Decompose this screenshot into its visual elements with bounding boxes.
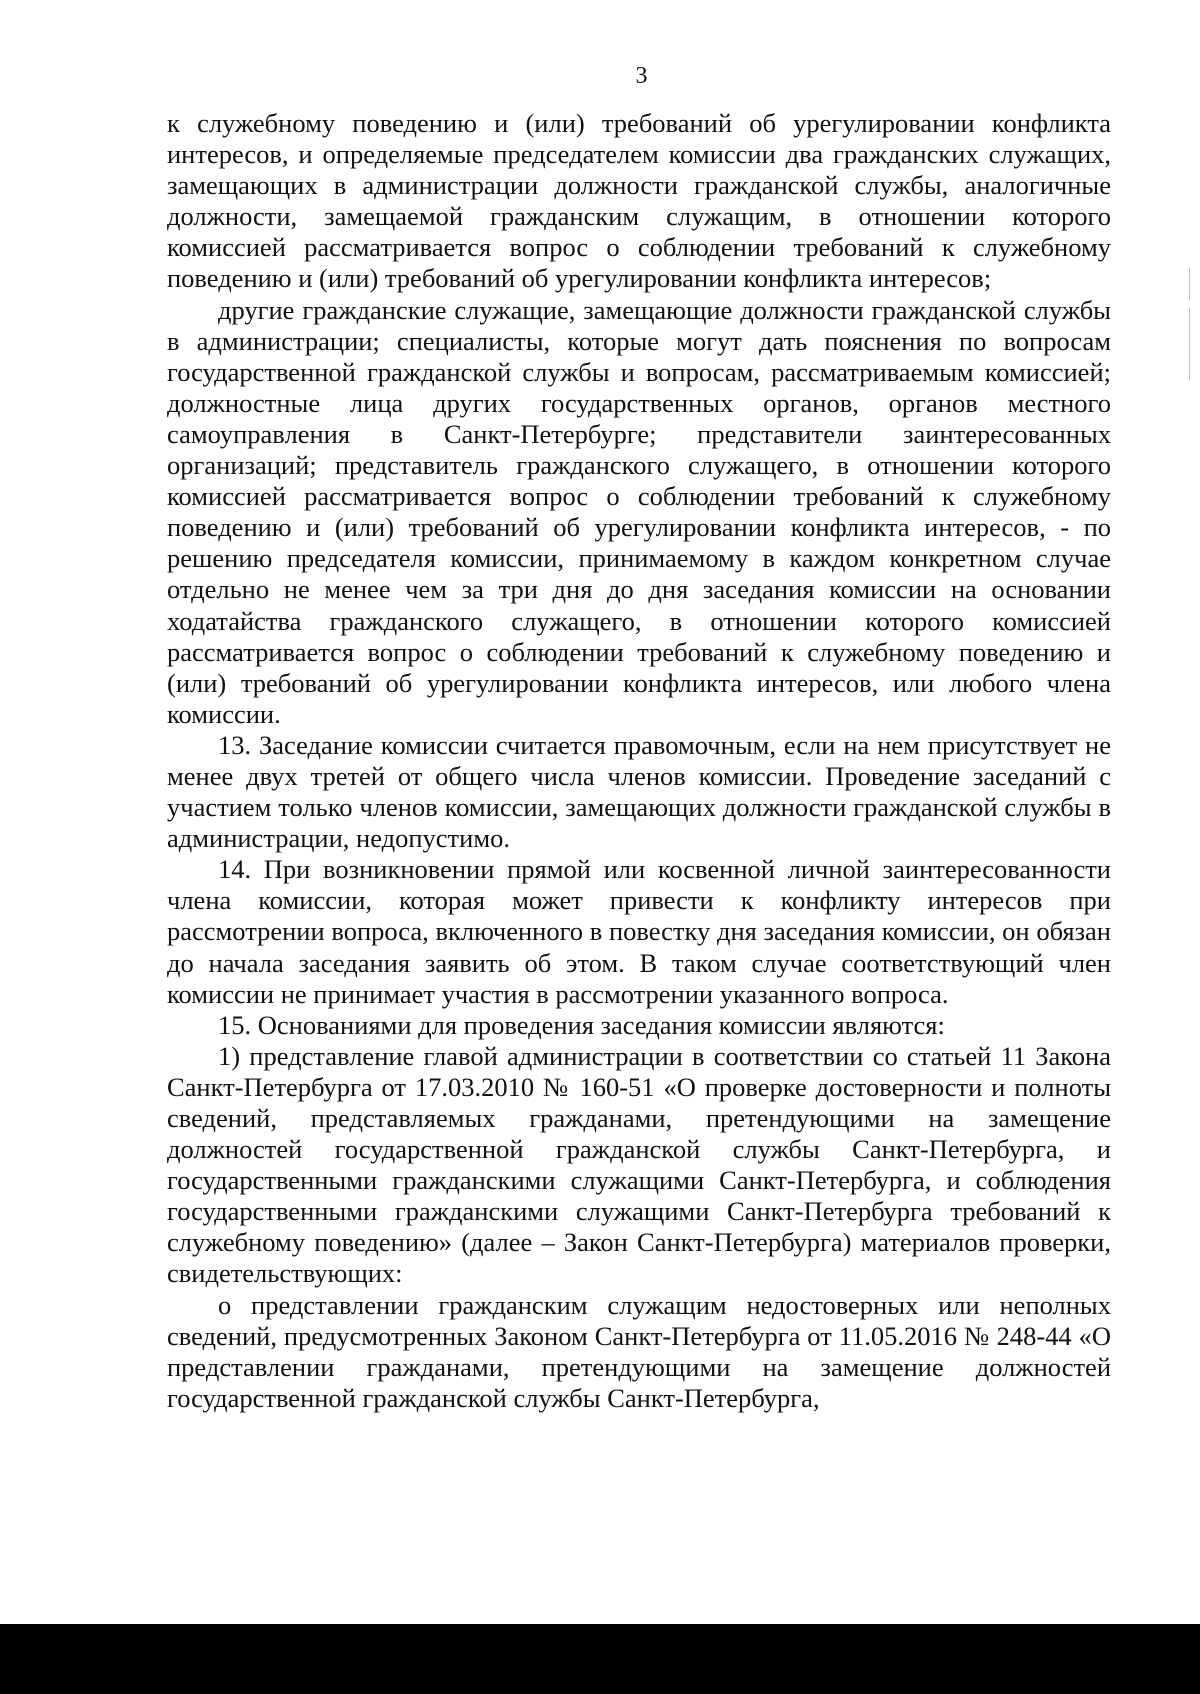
paragraph-item-15: 15. Основаниями для проведения заседания комиссии являются: <box>218 1009 945 1040</box>
paragraph-false-information: о представлении гражданским служащим недостоверных или неполных сведений, предусмотренных Законом Санкт-Петербурга от 11.05.2016 № 248-44 «О представлении гражданами, претендующими на замещение должностей государственной гражданской службы Санкт-Петербурга, <box>167 1289 1111 1413</box>
paragraph-item-14: 14. При возникновении прямой или косвенной личной заинтересованности члена комиссии, которая может привести к конфликту интересов при рассмотрении вопроса, включенного в повестку дня заседания комиссии, он обязан до начала заседания заявить об этом. В таком случае соответствующий член комиссии не принимает участия в рассмотрении указанного вопроса. <box>167 854 1111 1009</box>
page-number: 3 <box>635 63 648 89</box>
paragraph-other-participants: другие гражданские служащие, замещающие должности гражданской службы в администрации; специалисты, которые могут дать пояснения по вопросам государственной гражданской службы и вопросам, рассматриваемым комиссией; должностные лица других государственных органов, органов местного самоуправления в Санкт-Петербурге; представители заинтересованных организаций; представитель гражданского служащего, в отношении которого комиссией рассматривается вопрос о соблюдении требований к служебному поведению и (или) требований об урегулировании конфликта интересов, - по решению председателя комиссии, принимаемому в каждом конкретном случае отдельно не менее чем за три дня до дня заседания комиссии на основании ходатайства гражданского служащего, в отношении которого комиссией рассматривается вопрос о соблюдении требований к служебному поведению и (или) требований об урегулировании конфликта интересов, или любого члена комиссии. <box>167 294 1111 729</box>
document-body <box>167 108 1111 1414</box>
paragraph-continuation: к служебному поведению и (или) требований об урегулировании конфликта интересов, и определяемые председателем комиссии два гражданских служащих, замещающих в администрации должности гражданской службы, аналогичные должности, замещаемой гражданским служащим, в отношении которого комиссией рассматривается вопрос о соблюдении требований к служебному поведению и (или) требований об урегулировании конфликта интересов; <box>167 108 1111 294</box>
paragraph-subitem-1: 1) представление главой администрации в соответствии со статьей 11 Закона Санкт-Петербурга от 17.03.2010 № 160-51 «О проверке достоверности и полноты сведений, представляемых гражданами, претендующими на замещение должностей государственной гражданской службы Санкт-Петербурга, и государственными гражданскими служащими Санкт-Петербурга, и соблюдения государственными гражданскими служащими Санкт-Петербурга требований к служебному поведению» (далее – Закон Санкт-Петербурга) материалов проверки, свидетельствующих: <box>167 1040 1111 1289</box>
scan-edge-mark <box>1189 268 1190 300</box>
scan-edge-mark <box>1189 308 1190 380</box>
scan-bottom-border <box>0 1624 1200 1694</box>
paragraph-item-13: 13. Заседание комиссии считается правомочным, если на нем присутствует не менее двух третей от общего числа членов комиссии. Проведение заседаний с участием только членов комиссии, замещающих должности гражданской службы в администрации, недопустимо. <box>167 729 1111 854</box>
